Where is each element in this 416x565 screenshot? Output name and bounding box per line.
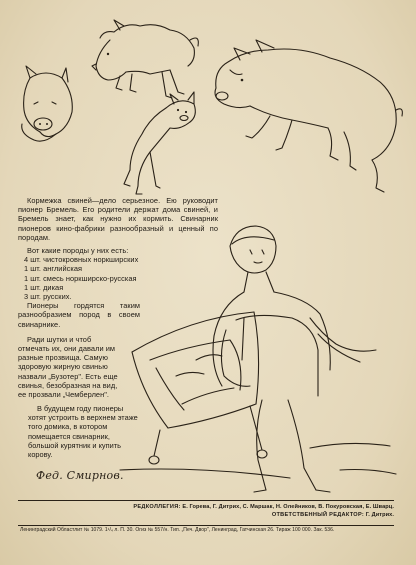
article-paragraph: Пионеры гордятся таким разнообразием пород в своем свинарнике.	[18, 301, 140, 329]
article-paragraph: В будущем году пионеры хотят устроить в верхнем этаже того домика, в котором помещается свинарник, большой курятник и купить корову.	[28, 404, 138, 460]
pig-sketch-running	[92, 20, 198, 98]
list-item: 1 шт. смесь норкширско-русская	[24, 273, 137, 283]
imprint-divider	[18, 525, 394, 526]
printing-imprint: Ленинградский Областлит № 1079. 1¹/₄ л. П. 30. Огиз № 557/н. Тип. „Печ. Двор", Ленинград, Гатчинская 26. Тираж 100 000. Зак. 536.	[20, 527, 335, 533]
editorial-board-names: Е. Горева, Г. Дитрих, С. Маршак, Н. Олейников, В. Покуровская, Е. Шварц.	[182, 504, 394, 510]
article-text-column	[18, 196, 218, 399]
list-item: 1 шт. дикая	[24, 282, 64, 292]
editorial-credits	[133, 503, 394, 519]
chief-editor-name: Г. Дитрих.	[365, 512, 394, 518]
article-paragraph: Кормежка свиней—дело серьезное. Ею руководит пионер Бремель. Его родители держат дома свиней, и Бремель знает, как нужно их кормить. Свинарник пионеров кино-фабрики разнообразный и ценный по породам.	[18, 196, 218, 242]
pig-sketch-standing	[124, 92, 195, 194]
pig-sketch-head	[22, 66, 73, 141]
footer-divider	[18, 500, 394, 501]
article-lower-column	[28, 404, 146, 459]
pig-sketch-lying	[215, 40, 402, 192]
list-item: 4 шт. чистокровных норкширских	[24, 255, 139, 265]
author-signature: Фед. Смирнов.	[36, 469, 124, 482]
editorial-board-label: РЕДКОЛЛЕГИЯ:	[133, 504, 181, 510]
list-item: 1 шт. английская	[24, 264, 83, 274]
article-paragraph: Ради шутки и чтоб отмечать их, они давали им разные прозвища. Самую здоровую жирную свинью назвали „Бузотер". Есть еще свинья, безобразная на вид, ее прозвали „Чемберлен".	[18, 334, 118, 400]
breeds-intro: Вот какие породы у них есть:	[27, 246, 129, 256]
list-item: 3 шт. русских.	[24, 292, 72, 302]
breeds-list	[24, 255, 218, 301]
chief-editor-label: ОТВЕТСТВЕННЫЙ РЕДАКТОР:	[271, 512, 365, 518]
